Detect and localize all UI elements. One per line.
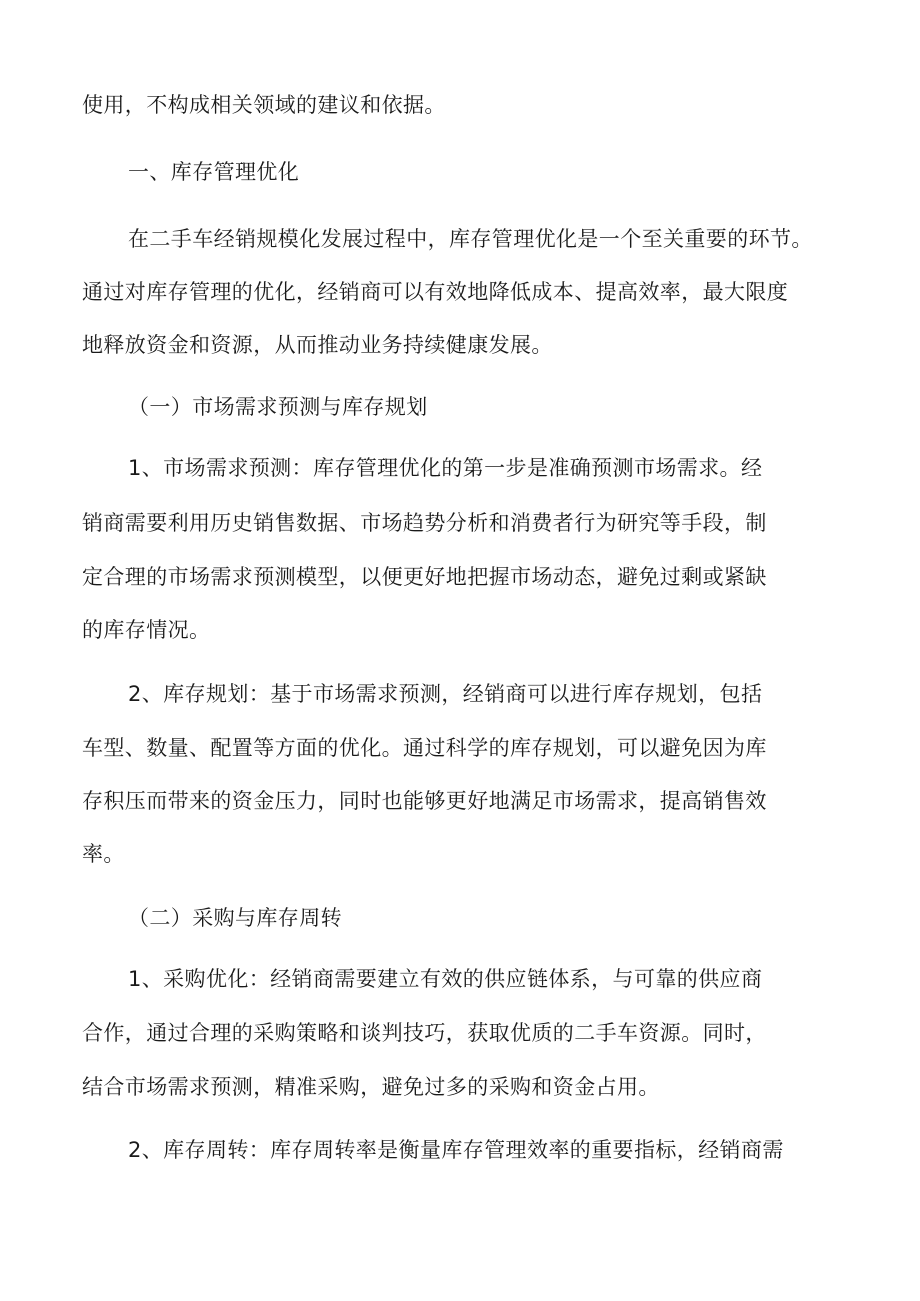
text-line: 使用，不构成相关领域的建议和依据。 <box>82 93 446 117</box>
text-line: 的库存情况。 <box>82 618 211 642</box>
text-line: 定合理的市场需求预测模型，以便更好地把握市场动态，避免过剩或紧缺 <box>82 565 767 589</box>
text-line: 2、库存规划：基于市场需求预测，经销商可以进行库存规划，包括 <box>128 682 763 706</box>
text-line: 销商需要利用历史销售数据、市场趋势分析和消费者行为研究等手段，制 <box>82 511 767 535</box>
subsection-heading: （一）市场需求预测与库存规划 <box>128 395 428 419</box>
text-line: 2、库存周转：库存周转率是衡量库存管理效率的重要指标，经销商需 <box>128 1138 784 1162</box>
section-heading: 一、库存管理优化 <box>128 160 300 184</box>
text-line: 合作，通过合理的采购策略和谈判技巧，获取优质的二手车资源。同时， <box>82 1021 767 1045</box>
text-line: 地释放资金和资源，从而推动业务持续健康发展。 <box>82 333 553 357</box>
subsection-heading: （二）采购与库存周转 <box>128 906 342 930</box>
text-line: 存积压而带来的资金压力，同时也能够更好地满足市场需求，提高销售效 <box>82 789 767 813</box>
text-line: 通过对库存管理的优化，经销商可以有效地降低成本、提高效率，最大限度 <box>82 280 789 304</box>
text-line: 1、市场需求预测：库存管理优化的第一步是准确预测市场需求。经 <box>128 456 763 480</box>
text-line: 1、采购优化：经销商需要建立有效的供应链体系，与可靠的供应商 <box>128 967 763 991</box>
text-line: 率。 <box>82 842 125 866</box>
text-line: 车型、数量、配置等方面的优化。通过科学的库存规划，可以避免因为库 <box>82 736 767 760</box>
text-line: 在二手车经销规模化发展过程中，库存管理优化是一个至关重要的环节。 <box>128 227 813 251</box>
text-line: 结合市场需求预测，精准采购，避免过多的采购和资金占用。 <box>82 1075 660 1099</box>
